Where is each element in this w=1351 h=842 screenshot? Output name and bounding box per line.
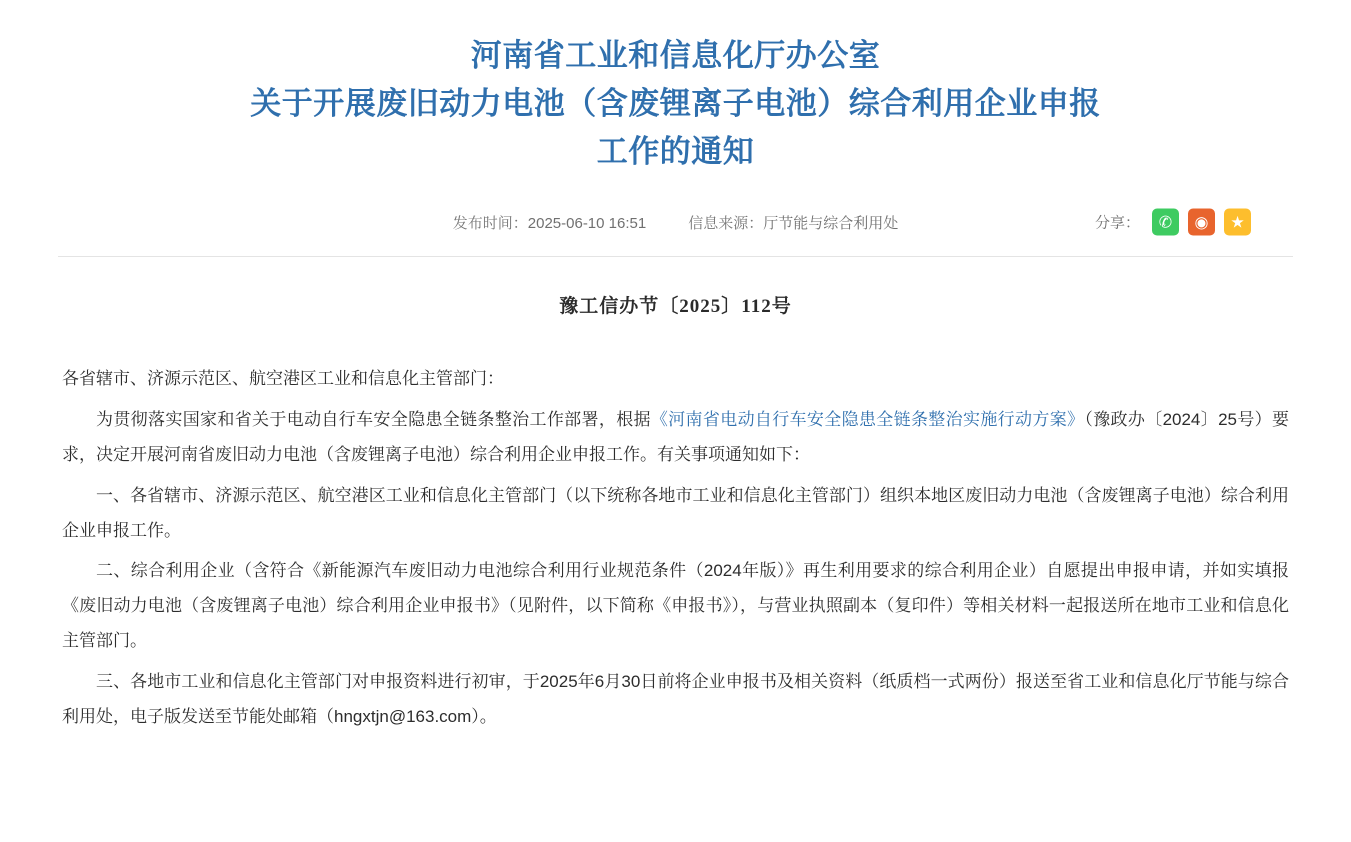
meta-center bbox=[453, 212, 898, 233]
intro-paragraph bbox=[62, 403, 1289, 473]
intro-suffix: （豫政办〔2024〕25号）要求，决定开展河南省废旧动力电池（含废锂离子电池）综合利用企业申报工作。有关事项通知如下： bbox=[62, 409, 1290, 464]
policy-document-link[interactable]: 《河南省电动自行车安全隐患全链条整治实施行动方案》 bbox=[650, 409, 1085, 429]
publish-time-value: 2025-06-10 16:51 bbox=[527, 214, 647, 232]
clause-three-paragraph: 三、各地市工业和信息化主管部门对申报资料进行初审，于2025年6月30日前将企业申报书及相关资料（纸质档一式两份）报送至省工业和信息化厅节能与综合利用处，电子版发送至节能处邮箱（hngxtjn@163.com）。 bbox=[62, 671, 1289, 726]
page-title-line-1: 河南省工业和信息化厅办公室 bbox=[470, 38, 881, 73]
document-number: 豫工信办节〔2025〕112号 bbox=[559, 296, 792, 318]
source-value: 厅节能与综合利用处 bbox=[763, 214, 899, 232]
source-label: 信息来源： bbox=[688, 214, 764, 232]
header-divider bbox=[58, 256, 1293, 257]
clause-one-paragraph: 一、各省辖市、济源示范区、航空港区工业和信息化主管部门（以下统称各地市工业和信息化主管部门）组织本地区废旧动力电池（含废锂离子电池）综合利用企业申报工作。 bbox=[62, 485, 1289, 540]
clause-two-paragraph: 二、综合利用企业（含符合《新能源汽车废旧动力电池综合利用行业规范条件（2024年版）》再生利用要求的综合利用企业）自愿提出申报申请，并如实填报《废旧动力电池（含废锂离子电池）综合利用企业申报书》（见附件，以下简称《申报书》），与营业执照副本（复印件）等相关材料一起报送所在地市工业和信息化主管部门。 bbox=[62, 561, 1289, 651]
page-title bbox=[126, 32, 1226, 176]
share-label: 分享： bbox=[1094, 214, 1140, 232]
share-block bbox=[1095, 209, 1251, 236]
document-content bbox=[0, 291, 1351, 734]
source-info bbox=[688, 212, 898, 233]
publish-time bbox=[453, 212, 646, 233]
weibo-share-icon[interactable]: ◉ bbox=[1188, 209, 1215, 236]
salutation-paragraph: 各省辖市、济源示范区、航空港区工业和信息化主管部门： bbox=[62, 369, 504, 389]
page-title-line-3: 工作的通知 bbox=[596, 134, 755, 170]
title-block bbox=[0, 0, 1351, 176]
intro-prefix: 为贯彻落实国家和省关于电动自行车安全隐患全链条整治工作部署，根据 bbox=[96, 409, 651, 429]
wechat-share-icon[interactable]: ✆ bbox=[1152, 209, 1179, 236]
qzone-share-icon[interactable]: ★ bbox=[1224, 209, 1251, 236]
publish-time-label: 发布时间： bbox=[452, 214, 528, 232]
meta-row bbox=[0, 202, 1351, 242]
page-title-line-2: 关于开展废旧动力电池（含废锂离子电池）综合利用企业申报 bbox=[250, 86, 1101, 122]
